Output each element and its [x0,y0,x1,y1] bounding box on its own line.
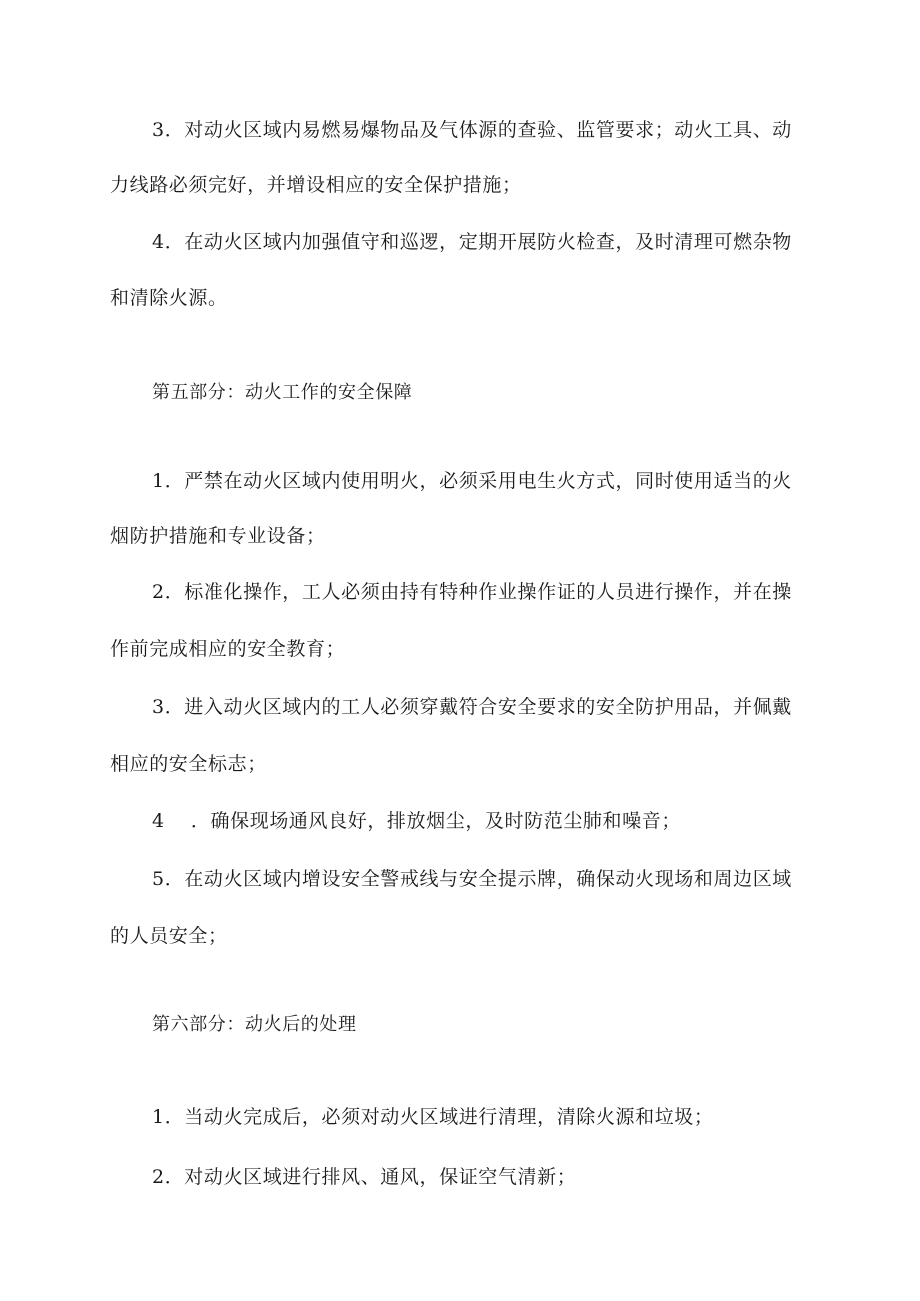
section-5-item-2-line-2: 作前完成相应的安全教育； [110,638,346,660]
section-5-item-1-line-1: 1．严禁在动火区域内使用明火，必须采用电生火方式，同时使用适当的火 [152,470,792,492]
section-5-item-5-line-2: 的人员安全； [110,925,228,947]
section-4-item-3-line-2: 力线路必须完好，并增设相应的安全保护措施； [110,174,522,196]
section-6-item-2: 2．对动火区域进行排风、通风，保证空气清新； [152,1166,577,1188]
section-5-heading: 第五部分：动火工作的安全保障 [152,382,413,403]
section-5-item-1-line-2: 烟防护措施和专业设备； [110,525,326,547]
section-4-item-4-line-2: 和清除火源。 [110,287,228,309]
section-5-item-4: 4 ．确保现场通风良好，排放烟尘，及时防范尘肺和噪音； [152,810,681,832]
section-5-item-3-line-1: 3．进入动火区域内的工人必须穿戴符合安全要求的安全防护用品，并佩戴 [152,696,792,718]
section-6-heading: 第六部分：动火后的处理 [152,1014,357,1035]
section-5-item-3-line-2: 相应的安全标志； [110,753,267,775]
section-4-item-3-line-1: 3．对动火区域内易燃易爆物品及气体源的查验、监管要求；动火工具、动 [152,119,792,141]
section-5-item-5-line-1: 5．在动火区域内增设安全警戒线与安全提示牌，确保动火现场和周边区域 [152,868,792,890]
section-6-item-1: 1．当动火完成后，必须对动火区域进行清理，清除火源和垃圾； [152,1106,714,1128]
section-5-item-2-line-1: 2．标准化操作，工人必须由持有特种作业操作证的人员进行操作，并在操 [152,581,792,603]
section-4-item-4-line-1: 4．在动火区域内加强值守和巡逻，定期开展防火检查，及时清理可燃杂物 [152,231,792,253]
